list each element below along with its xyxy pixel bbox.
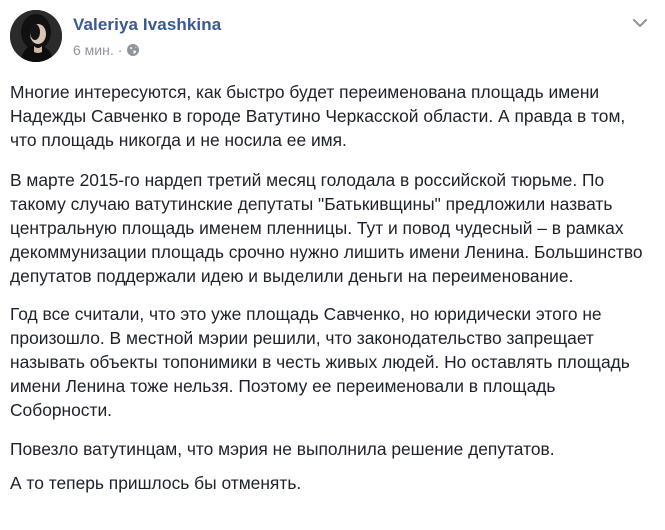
- meta-separator: ·: [117, 42, 123, 58]
- post-body: [10, 80, 655, 505]
- post-meta: [73, 42, 140, 58]
- chevron-down-icon[interactable]: [631, 16, 649, 30]
- post-timestamp[interactable]: 6 мин.: [73, 42, 114, 58]
- avatar-photo: [10, 10, 62, 62]
- post-paragraph: В марте 2015-го нардеп третий месяц голодала в российской тюрьме. По такому случаю ватутинские депутаты "Батькивщины" предложили назвать центральную площадь именем пленницы. Тут и повод чудесный – в рамках декоммунизации площадь срочно нужно лишить имени Ленина. Большинство депутатов поддержали идею и выделили деньги на переименование.: [10, 170, 643, 286]
- author-name-link[interactable]: Valeriya Ivashkina: [73, 15, 222, 34]
- avatar[interactable]: [10, 10, 62, 62]
- post-paragraph: Повезло ватутинцам, что мэрия не выполнила решение депутатов.: [10, 439, 555, 459]
- post-paragraph: Многие интересуются, как быстро будет переименована площадь имени Надежды Савченко в городе Ватутино Черкасской области. А правда в том, что площадь никогда и не носила ее имя.: [10, 82, 626, 150]
- post-paragraph: Год все считали, что это уже площадь Савченко, но юридически этого не произошло. В местной мэрии решили, что законодательство запрещает называть объекты топонимики в честь живых людей. Но оставлять площадь имени Ленина тоже нельзя. Поэтому ее переименовали в площадь Соборности.: [10, 304, 630, 420]
- globe-icon[interactable]: [126, 43, 140, 57]
- post-header: [10, 10, 655, 62]
- post-paragraph: А то теперь пришлось бы отменять.: [10, 473, 302, 493]
